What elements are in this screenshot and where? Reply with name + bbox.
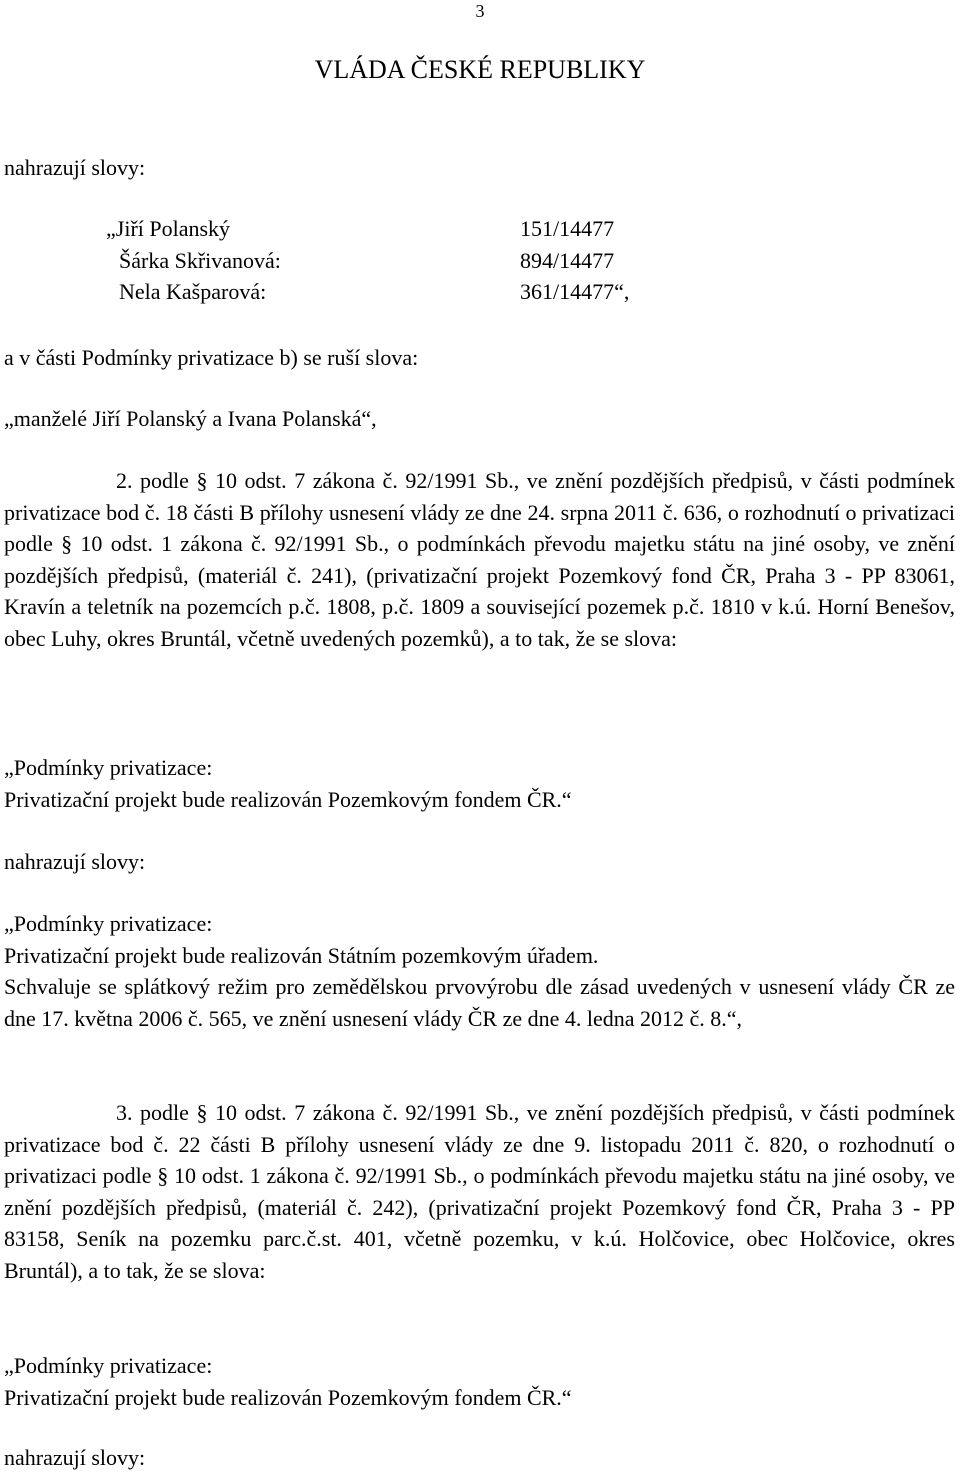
cancel-words-line: a v části Podmínky privatizace b) se ruší slova: bbox=[4, 345, 419, 370]
conditions-title-a: „Podmínky privatizace: bbox=[4, 755, 213, 780]
name-cell: „Jiří Polanský bbox=[106, 216, 231, 241]
name-cell: Nela Kašparová: bbox=[119, 279, 267, 304]
share-cell: 894/14477 bbox=[520, 247, 615, 273]
conditions-title-b: „Podmínky privatizace: bbox=[4, 911, 213, 936]
replace-with-label-2: nahrazují slovy: bbox=[4, 849, 146, 874]
spouses-line: „manželé Jiří Polanský a Ivana Polanská“, bbox=[4, 406, 377, 431]
document-heading: VLÁDA ČESKÉ REPUBLIKY bbox=[314, 55, 646, 84]
conditions-text-b2: Schvaluje se splátkový režim pro zemědělskou prvovýrobu dle zásad uvedených v usnesení vlády ČR ze dne 17. května 2006 č. 565, ve znění usnesení vlády ČR ze dne 4. ledna 2012 č. 8.“, bbox=[4, 974, 955, 1031]
conditions-text-b: Privatizační projekt bude realizován Státním pozemkovým úřadem. bbox=[4, 943, 599, 968]
name-row bbox=[106, 276, 666, 308]
conditions-text-c: Privatizační projekt bude realizován Pozemkovým fondem ČR.“ bbox=[4, 1385, 572, 1410]
item-2-paragraph: 2. podle § 10 odst. 7 zákona č. 92/1991 Sb., ve znění pozdějších předpisů, v části podmínek privatizace bod č. 18 části B přílohy usnesení vlády ze dne 24. srpna 2011 č. 636, o rozhodnutí o privatizaci podle § 10 odst. 1 zákona č. 92/1991 Sb., o podmínkách převodu majetku státu na jiné osoby, ve znění pozdějších předpisů, (materiál č. 241), (privatizační projekt Pozemkový fond ČR, Praha 3 - PP 83061, Kravín a teletník na pozemcích p.č. 1808, p.č. 1809 a související pozemek p.č. 1810 v k.ú. Horní Benešov, obec Luhy, okres Bruntál, včetně uvedených pozemků), a to tak, že se slova: bbox=[4, 468, 955, 651]
share-cell: 361/14477“, bbox=[520, 279, 630, 304]
names-table bbox=[106, 213, 666, 308]
share-cell: 151/14477 bbox=[520, 216, 615, 241]
name-row bbox=[106, 245, 666, 277]
conditions-title-c: „Podmínky privatizace: bbox=[4, 1353, 213, 1378]
replace-with-label-3: nahrazují slovy: bbox=[4, 1445, 146, 1470]
item-3-paragraph: 3. podle § 10 odst. 7 zákona č. 92/1991 Sb., ve znění pozdějších předpisů, v části podmínek privatizace bod č. 22 části B přílohy usnesení vlády ze dne 9. listopadu 2011 č. 820, o rozhodnutí o privatizaci podle § 10 odst. 1 zákona č. 92/1991 Sb., o podmínkách převodu majetku státu na jiné osoby, ve znění pozdějších předpisů, (materiál č. 242), (privatizační projekt Pozemkový fond ČR, Praha 3 - PP 83158, Seník na pozemku parc.č.st. 401, včetně pozemku, v k.ú. Holčovice, obec Holčovice, okres Bruntál), a to tak, že se slova: bbox=[4, 1100, 955, 1283]
conditions-text-a: Privatizační projekt bude realizován Pozemkovým fondem ČR.“ bbox=[4, 787, 572, 812]
page-number: 3 bbox=[475, 1, 485, 21]
replace-with-label-1: nahrazují slovy: bbox=[4, 155, 146, 180]
name-row bbox=[106, 213, 666, 245]
name-cell: Šárka Skřivanová: bbox=[119, 247, 281, 273]
